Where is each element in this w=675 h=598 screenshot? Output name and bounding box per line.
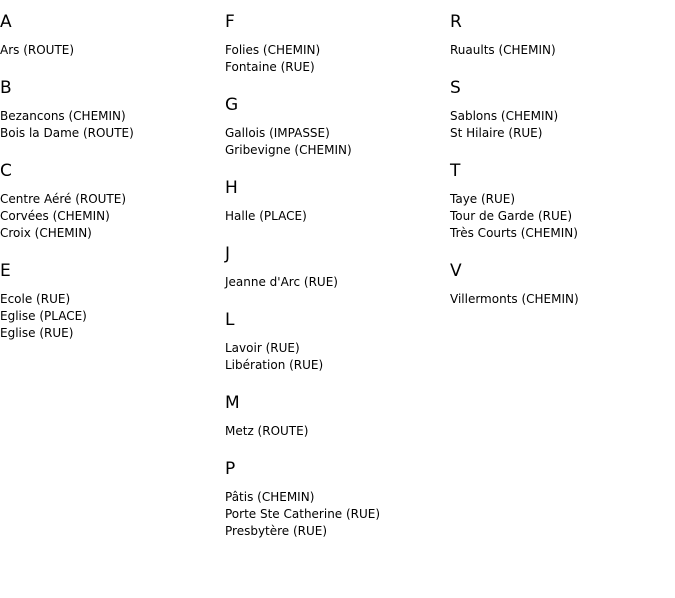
street-name: St Hilaire (RUE)	[450, 126, 543, 140]
section-letter: V	[450, 261, 462, 281]
letter-group-b	[0, 76, 220, 142]
street-name: Lavoir (RUE)	[225, 341, 300, 355]
street-name: Taye (RUE)	[450, 192, 516, 206]
street-name: Gallois (IMPASSE)	[225, 126, 330, 140]
street-name: Eglise (PLACE)	[0, 309, 87, 323]
street-name: Folies (CHEMIN)	[225, 43, 321, 57]
street-name: Halle (PLACE)	[225, 209, 307, 223]
street-name: Fontaine (RUE)	[225, 60, 315, 74]
section-letter: J	[225, 244, 231, 264]
letter-group-c	[0, 159, 220, 242]
letter-group-g	[225, 93, 445, 159]
section-letter: E	[0, 261, 11, 281]
section-letter: R	[450, 12, 462, 32]
index-column-1	[0, 10, 220, 359]
street-name: Porte Ste Catherine (RUE)	[225, 507, 381, 521]
letter-group-r	[450, 10, 670, 59]
street-name: Tour de Garde (RUE)	[450, 209, 573, 223]
section-letter: C	[0, 161, 12, 181]
letter-group-p	[225, 457, 445, 540]
street-name: Libération (RUE)	[225, 358, 324, 372]
section-letter: A	[0, 12, 12, 32]
section-letter: B	[0, 78, 12, 98]
street-name: Croix (CHEMIN)	[0, 226, 92, 240]
letter-group-t	[450, 159, 670, 242]
street-name: Jeanne d'Arc (RUE)	[225, 275, 338, 289]
street-name: Villermonts (CHEMIN)	[450, 292, 579, 306]
letter-group-s	[450, 76, 670, 142]
section-letter: S	[450, 78, 461, 98]
street-name: Pâtis (CHEMIN)	[225, 490, 315, 504]
letter-group-j	[225, 242, 445, 291]
street-name: Ruaults (CHEMIN)	[450, 43, 556, 57]
street-name: Gribevigne (CHEMIN)	[225, 143, 352, 157]
letter-group-l	[225, 308, 445, 374]
street-name: Presbytère (RUE)	[225, 524, 328, 538]
street-name: Centre Aéré (ROUTE)	[0, 192, 127, 206]
street-name: Bezancons (CHEMIN)	[0, 109, 126, 123]
street-name: Sablons (CHEMIN)	[450, 109, 559, 123]
letter-group-f	[225, 10, 445, 76]
section-letter: L	[225, 310, 235, 330]
letter-group-h	[225, 176, 445, 225]
street-name: Metz (ROUTE)	[225, 424, 309, 438]
street-name: Ars (ROUTE)	[0, 43, 75, 57]
letter-group-m	[225, 391, 445, 440]
letter-group-v	[450, 259, 670, 308]
section-letter: M	[225, 393, 240, 413]
index-column-2	[225, 10, 445, 557]
section-letter: H	[225, 178, 238, 198]
section-letter: T	[450, 161, 461, 181]
street-name: Bois la Dame (ROUTE)	[0, 126, 134, 140]
section-letter: P	[225, 459, 236, 479]
index-column-3	[450, 10, 670, 325]
section-letter: F	[225, 12, 235, 32]
street-name: Corvées (CHEMIN)	[0, 209, 110, 223]
street-name: Eglise (RUE)	[0, 326, 74, 340]
section-letter: G	[225, 95, 239, 115]
street-name: Très Courts (CHEMIN)	[450, 226, 578, 240]
letter-group-a	[0, 10, 220, 59]
street-name: Ecole (RUE)	[0, 292, 71, 306]
letter-group-e	[0, 259, 220, 342]
